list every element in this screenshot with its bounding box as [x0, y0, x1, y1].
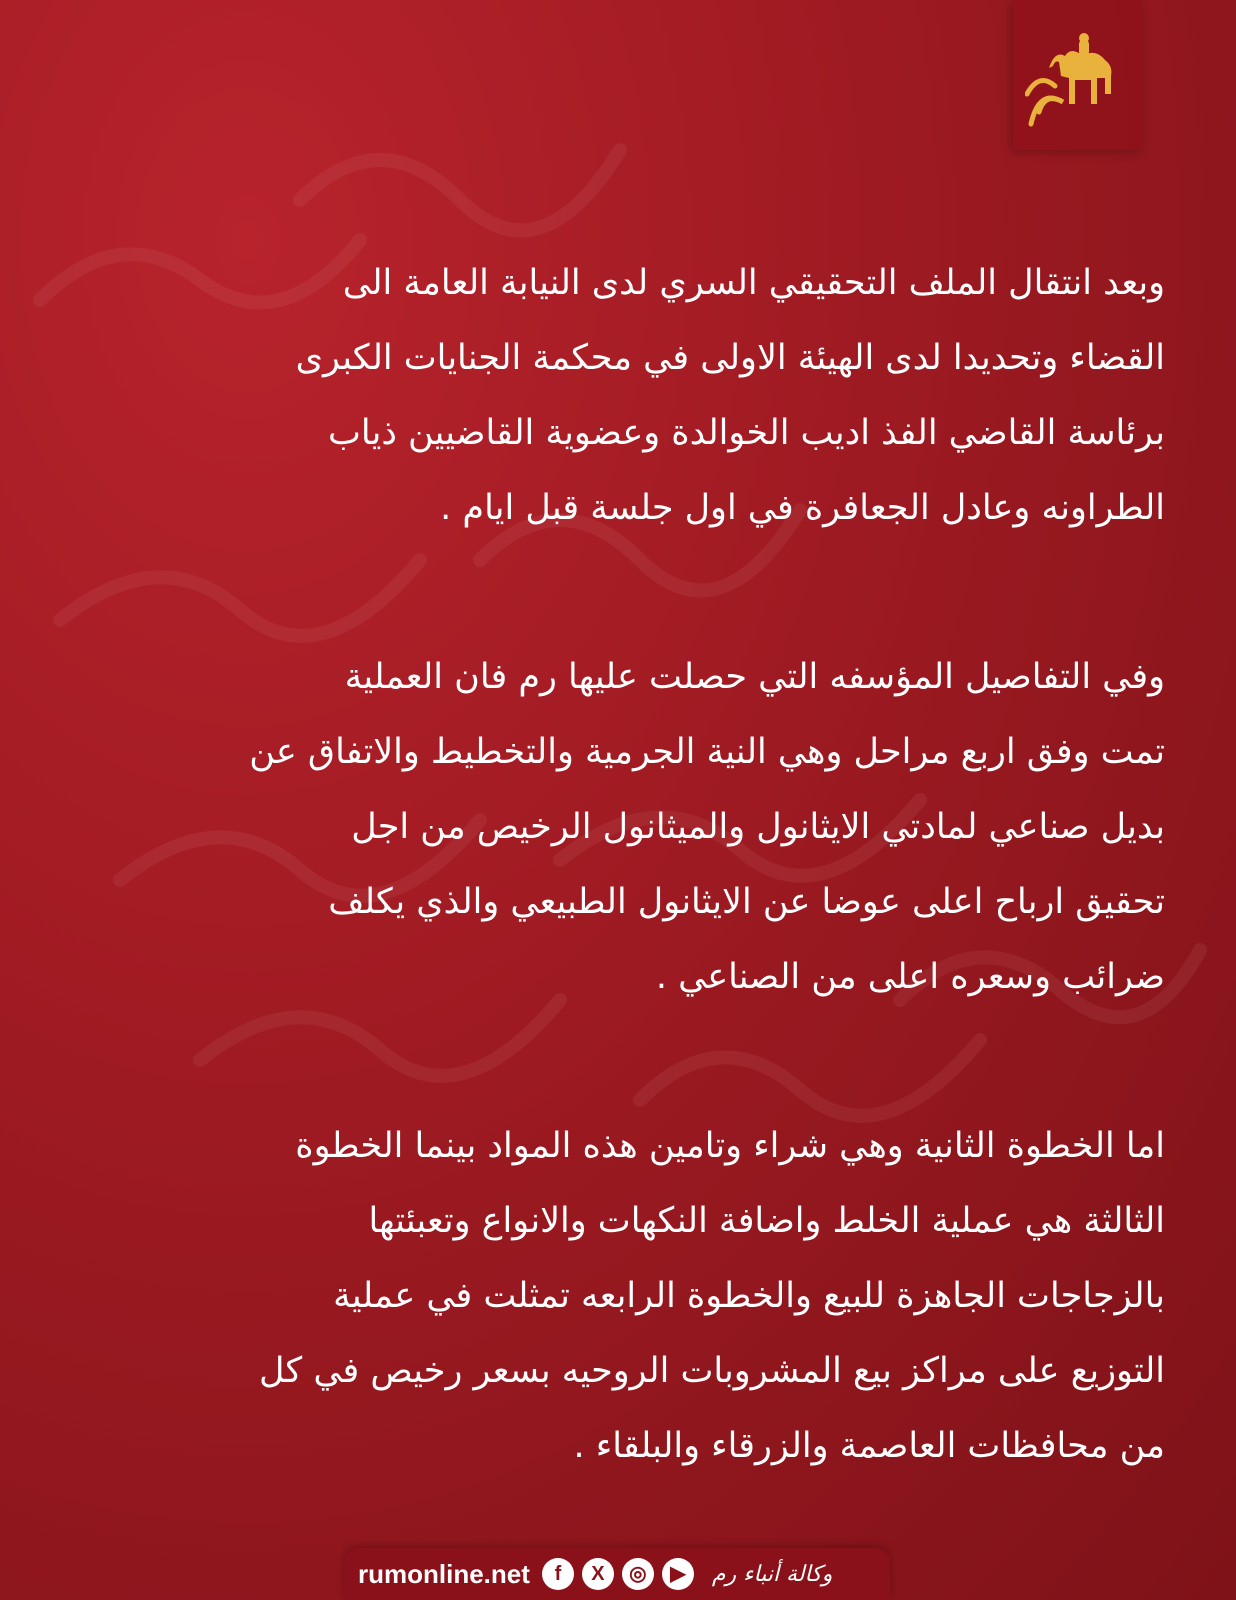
paragraph-line: برئاسة القاضي الفذ اديب الخوالدة وعضوية القاضيين ذياب [327, 413, 1165, 453]
facebook-icon[interactable]: f [542, 1558, 574, 1590]
footer-bar [344, 1548, 890, 1600]
camel-rider-logo-icon [1025, 32, 1129, 128]
paragraph-line: من محافظات العاصمة والزرقاء والبلقاء . [573, 1426, 1165, 1466]
instagram-icon[interactable]: ◎ [622, 1558, 654, 1590]
paragraph-line: تمت وفق اربع مراحل وهي النية الجرمية والتخطيط والاتفاق عن [249, 732, 1165, 772]
paragraph-line: ضرائب وسعره اعلى من الصناعي . [655, 957, 1165, 997]
paragraph-line: القضاء وتحديدا لدى الهيئة الاولى في محكمة الجنايات الكبرى [295, 338, 1165, 378]
article-body [70, 246, 1165, 1578]
website-link[interactable]: rumonline.net [358, 1558, 530, 1589]
logo-box [1013, 0, 1141, 150]
article-paragraph-1 [70, 246, 1165, 546]
paragraph-line: اما الخطوة الثانية وهي شراء وتامين هذه المواد بينما الخطوة [295, 1126, 1165, 1166]
paragraph-line: الطراونه وعادل الجعافرة في اول جلسة قبل ايام . [440, 488, 1165, 528]
paragraph-line: تحقيق ارباح اعلى عوضا عن الايثانول الطبيعي والذي يكلف [328, 882, 1165, 922]
article-paragraph-3 [70, 1109, 1165, 1484]
paragraph-line: بديل صناعي لمادتي الايثانول والميثانول الرخيص من اجل [351, 807, 1165, 847]
youtube-icon[interactable]: ▶ [662, 1558, 694, 1590]
article-paragraph-2 [70, 640, 1165, 1015]
paragraph-line: الثالثة هي عملية الخلط واضافة النكهات والانواع وتعبئتها [368, 1201, 1165, 1241]
paragraph-line: وفي التفاصيل المؤسفه التي حصلت عليها رم فان العملية [344, 657, 1165, 697]
x-twitter-icon[interactable]: X [582, 1558, 614, 1590]
paragraph-line: بالزجاجات الجاهزة للبيع والخطوة الرابعه تمثلت في عملية [333, 1276, 1165, 1316]
social-icons [538, 1558, 698, 1590]
paragraph-line: التوزيع على مراكز بيع المشروبات الروحيه بسعر رخيص في كل [259, 1351, 1165, 1391]
paragraph-line: وبعد انتقال الملف التحقيقي السري لدى النيابة العامة الى [342, 263, 1165, 303]
brand-name: وكالة أنباء رم [711, 1561, 833, 1587]
